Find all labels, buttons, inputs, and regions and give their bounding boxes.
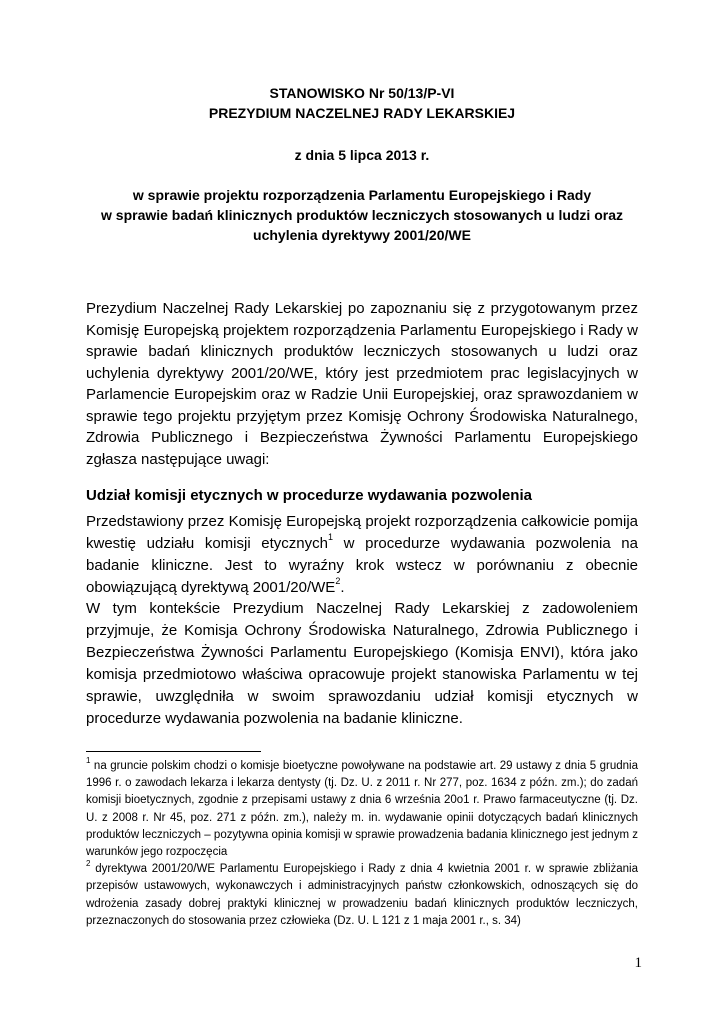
footnote-number-2: 2 bbox=[86, 859, 91, 869]
subject-line-3: uchylenia dyrektywy 2001/20/WE bbox=[253, 227, 471, 243]
section-paragraph-2 bbox=[86, 598, 638, 730]
title-line-1: STANOWISKO Nr 50/13/P-VI bbox=[269, 85, 455, 101]
page-number: 1 bbox=[634, 955, 642, 971]
paragraph-1-part-3: . bbox=[340, 579, 345, 596]
paragraph-1-part-2: w procedurze wydawania pozwolenia na badanie kliniczne. Jest to wyraźny krok wstecz w porównaniu z obecnie obowiązującą dyrektywą 2001/20/WE bbox=[86, 535, 638, 596]
footnote-1 bbox=[86, 758, 638, 861]
intro-text: Prezydium Naczelnej Rady Lekarskiej po zapoznaniu się z przygotowanym przez Komisję Europejską projektem rozporządzenia Parlamentu Europejskiego i Rady w sprawie badań klinicznych produktów leczniczych stosowanych u ludzi oraz uchylenia dyrektywy 2001/20/WE, który jest przedmiotem prac legislacyjnych w Parlamencie Europejskim oraz w Radzie Unii Europejskiej, oraz sprawozdaniem w sprawie tego projektu przyjętym przez Komisję Ochrony Środowiska Naturalnego, Zdrowia Publicznego i Bezpieczeństwa Żywności Parlamentu Europejskiego zgłasza następujące uwagi: bbox=[86, 300, 638, 468]
footnote-text-2: dyrektywa 2001/20/WE Parlamentu Europejskiego i Rady z dnia 4 kwietnia 2001 r. w sprawie zbliżania przepisów ustawowych, wykonawczych i administracyjnych państw członkowskich, odnoszących się do wdrożenia zasady dobrej praktyki klinicznej w prowadzeniu badań klinicznych produktów leczniczych, przeznaczonych do stosowania przez człowieka (Dz. U. L 121 z 1 maja 2001 r., s. 34) bbox=[86, 863, 638, 927]
footnote-2 bbox=[86, 861, 638, 930]
document-title bbox=[86, 83, 638, 123]
section-paragraph-1 bbox=[86, 511, 638, 599]
document-date bbox=[86, 145, 638, 165]
title-line-2: PREZYDIUM NACZELNEJ RADY LEKARSKIEJ bbox=[208, 105, 516, 121]
footnote-number-1: 1 bbox=[86, 756, 91, 766]
footnote-text-1: na gruncie polskim chodzi o komisje bioetyczne powoływane na podstawie art. 29 ustawy z dnia 5 grudnia 1996 r. o zawodach lekarza i lekarza dentysty (tj. Dz. U. z 2011 r. Nr 277, poz. 1634 z późn. zm.); do zadań komisji bioetycznych, zgodnie z przepisami ustawy z dnia 6 września 20o1 r. Prawo farmaceutyczne (tj. Dz. U. z 2008 r. Nr 45, poz. 271 z późn. zm.), należy m. in. wydawanie opinii dotyczących badań klinicznych produktów leczniczych – pozytywna opinia komisji w sprawie prowadzenia badania klinicznego jest jednym z warunków jego rozpoczęcia bbox=[86, 760, 638, 859]
subject-line-1: w sprawie projektu rozporządzenia Parlamentu Europejskiego i Rady bbox=[132, 187, 592, 203]
date-line: z dnia 5 lipca 2013 r. bbox=[294, 147, 430, 163]
paragraph-2-text: W tym kontekście Prezydium Naczelnej Rady Lekarskiej z zadowoleniem przyjmuje, że Komisja Ochrony Środowiska Naturalnego, Zdrowia Publicznego i Bezpieczeństwa Żywności Parlamentu Europejskiego (Komisja ENVI), która jako komisja przedmiotowo właściwa opracowuje projekt stanowiska Parlamentu w tej sprawie, uwzględniła w swoim sprawozdaniu udział komisji etycznych w procedurze wydawania pozwolenia na badanie kliniczne. bbox=[86, 600, 638, 727]
intro-paragraph bbox=[86, 298, 638, 470]
footnotes bbox=[86, 758, 638, 930]
document-subject bbox=[86, 185, 638, 245]
footnote-ref-2[interactable]: 2 bbox=[335, 576, 341, 586]
paragraph-1-part-1: Przedstawiony przez Komisję Europejską projekt rozporządzenia całkowicie pomija kwestię udziału komisji etycznych bbox=[86, 513, 638, 552]
subject-line-2: w sprawie badań klinicznych produktów leczniczych stosowanych u ludzi oraz bbox=[101, 207, 623, 223]
section-heading: Udział komisji etycznych w procedurze wydawania pozwolenia bbox=[86, 487, 532, 504]
footnote-divider bbox=[86, 751, 261, 752]
paragraph-1-text bbox=[86, 511, 638, 599]
footnote-ref-1[interactable]: 1 bbox=[327, 532, 333, 542]
